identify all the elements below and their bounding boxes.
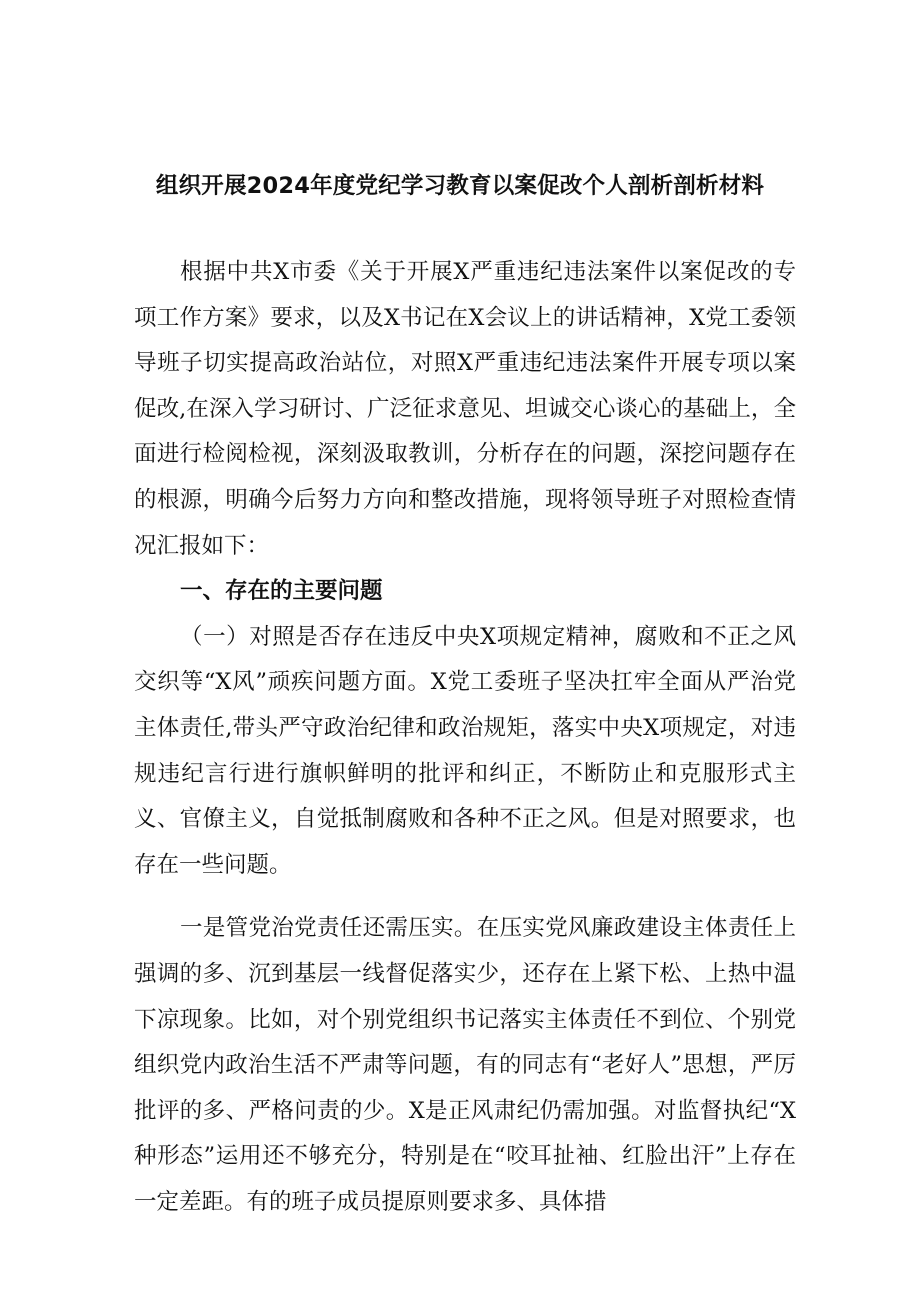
document-body bbox=[134, 250, 796, 1225]
section-heading: 一、存在的主要问题 bbox=[180, 578, 383, 605]
body-paragraph: （一）对照是否存在违反中央X项规定精神，腐败和不正之风交织等“X风”顽疾问题方面。X党工委班子坚决扛牢全面从严治党主体责任,带头严守政治纪律和政治规矩，落实中央X项规定，对违规违纪言行进行旗帜鲜明的批评和纠正，不断防止和克服形式主义、官僚主义，自觉抵制腐败和各种不正之风。但是对照要求，也存在一些问题。 bbox=[134, 623, 796, 878]
body-paragraph: 一是管党治党责任还需压实。在压实党风廉政建设主体责任上强调的多、沉到基层一线督促落实少，还存在上紧下松、上热中温下凉现象。比如，对个别党组织书记落实主体责任不到位、个别党组织党内政治生活不严肃等问题，有的同志有“老好人”思想，严厉批评的多、严格问责的少。X是正风肃纪仍需加强。对监督执纪“X种形态”运用还不够充分，特别是在“咬耳扯袖、红脸出汗”上存在一定差距。有的班子成员提原则要求多、具体措 bbox=[134, 915, 796, 1215]
document-title: 组织开展2024年度党纪学习教育以案促改个人剖析剖析材料 bbox=[155, 173, 765, 199]
paragraph-gap bbox=[134, 888, 796, 906]
intro-paragraph: 根据中共X市委《关于开展X严重违纪违法案件以案促改的专项工作方案》要求，以及X书记在X会议上的讲话精神，X党工委领导班子切实提高政治站位，对照X严重违纪违法案件开展专项以案促改,在深入学习研讨、广泛征求意见、坦诚交心谈心的基础上，全面进行检阅检视，深刻汲取教训，分析存在的问题，深挖问题存在的根源，明确今后努力方向和整改措施，现将领导班子对照检查情况汇报如下： bbox=[134, 259, 796, 559]
